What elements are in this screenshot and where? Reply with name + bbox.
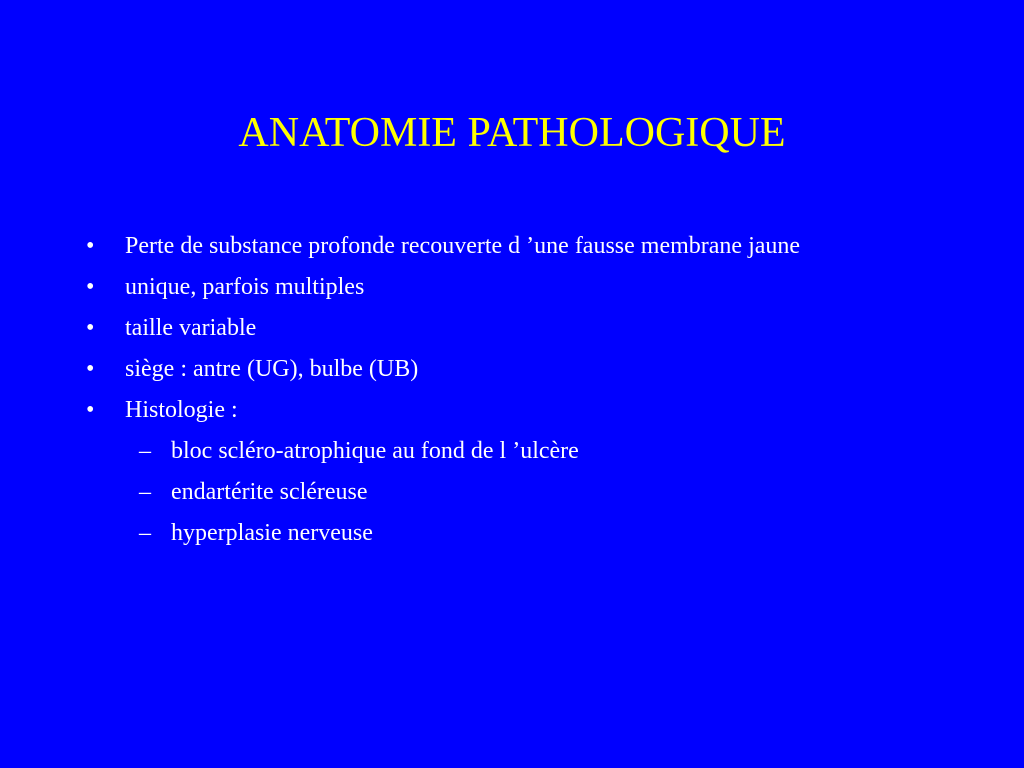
bullet-marker: • — [86, 315, 95, 341]
list-item — [84, 226, 984, 267]
sub-list-item-text: bloc scléro-atrophique au fond de l ’ulcère — [171, 438, 579, 464]
list-item-text: siège : antre (UG), bulbe (UB) — [125, 356, 419, 382]
slide-content-list — [84, 226, 984, 554]
sub-list-item-text: endartérite scléreuse — [171, 479, 368, 505]
dash-marker: – — [139, 479, 151, 505]
sub-list-item — [84, 431, 984, 472]
sub-list-item-text: hyperplasie nerveuse — [171, 520, 373, 546]
bullet-marker: • — [86, 356, 95, 382]
dash-marker: – — [139, 520, 151, 546]
list-item — [84, 390, 984, 431]
bullet-marker: • — [86, 274, 95, 300]
sub-list-item — [84, 472, 984, 513]
list-item-text: unique, parfois multiples — [125, 274, 365, 300]
list-item — [84, 308, 984, 349]
list-item-text: Perte de substance profonde recouverte d ’une fausse membrane jaune — [125, 233, 801, 259]
list-item-text: taille variable — [125, 315, 257, 341]
slide-title: ANATOMIE PATHOLOGIQUE — [238, 110, 786, 156]
sub-list-item — [84, 513, 984, 554]
bullet-marker: • — [86, 233, 95, 259]
list-item — [84, 267, 984, 308]
dash-marker: – — [139, 438, 151, 464]
list-item — [84, 349, 984, 390]
bullet-marker: • — [86, 397, 95, 423]
list-item-text: Histologie : — [125, 397, 238, 423]
